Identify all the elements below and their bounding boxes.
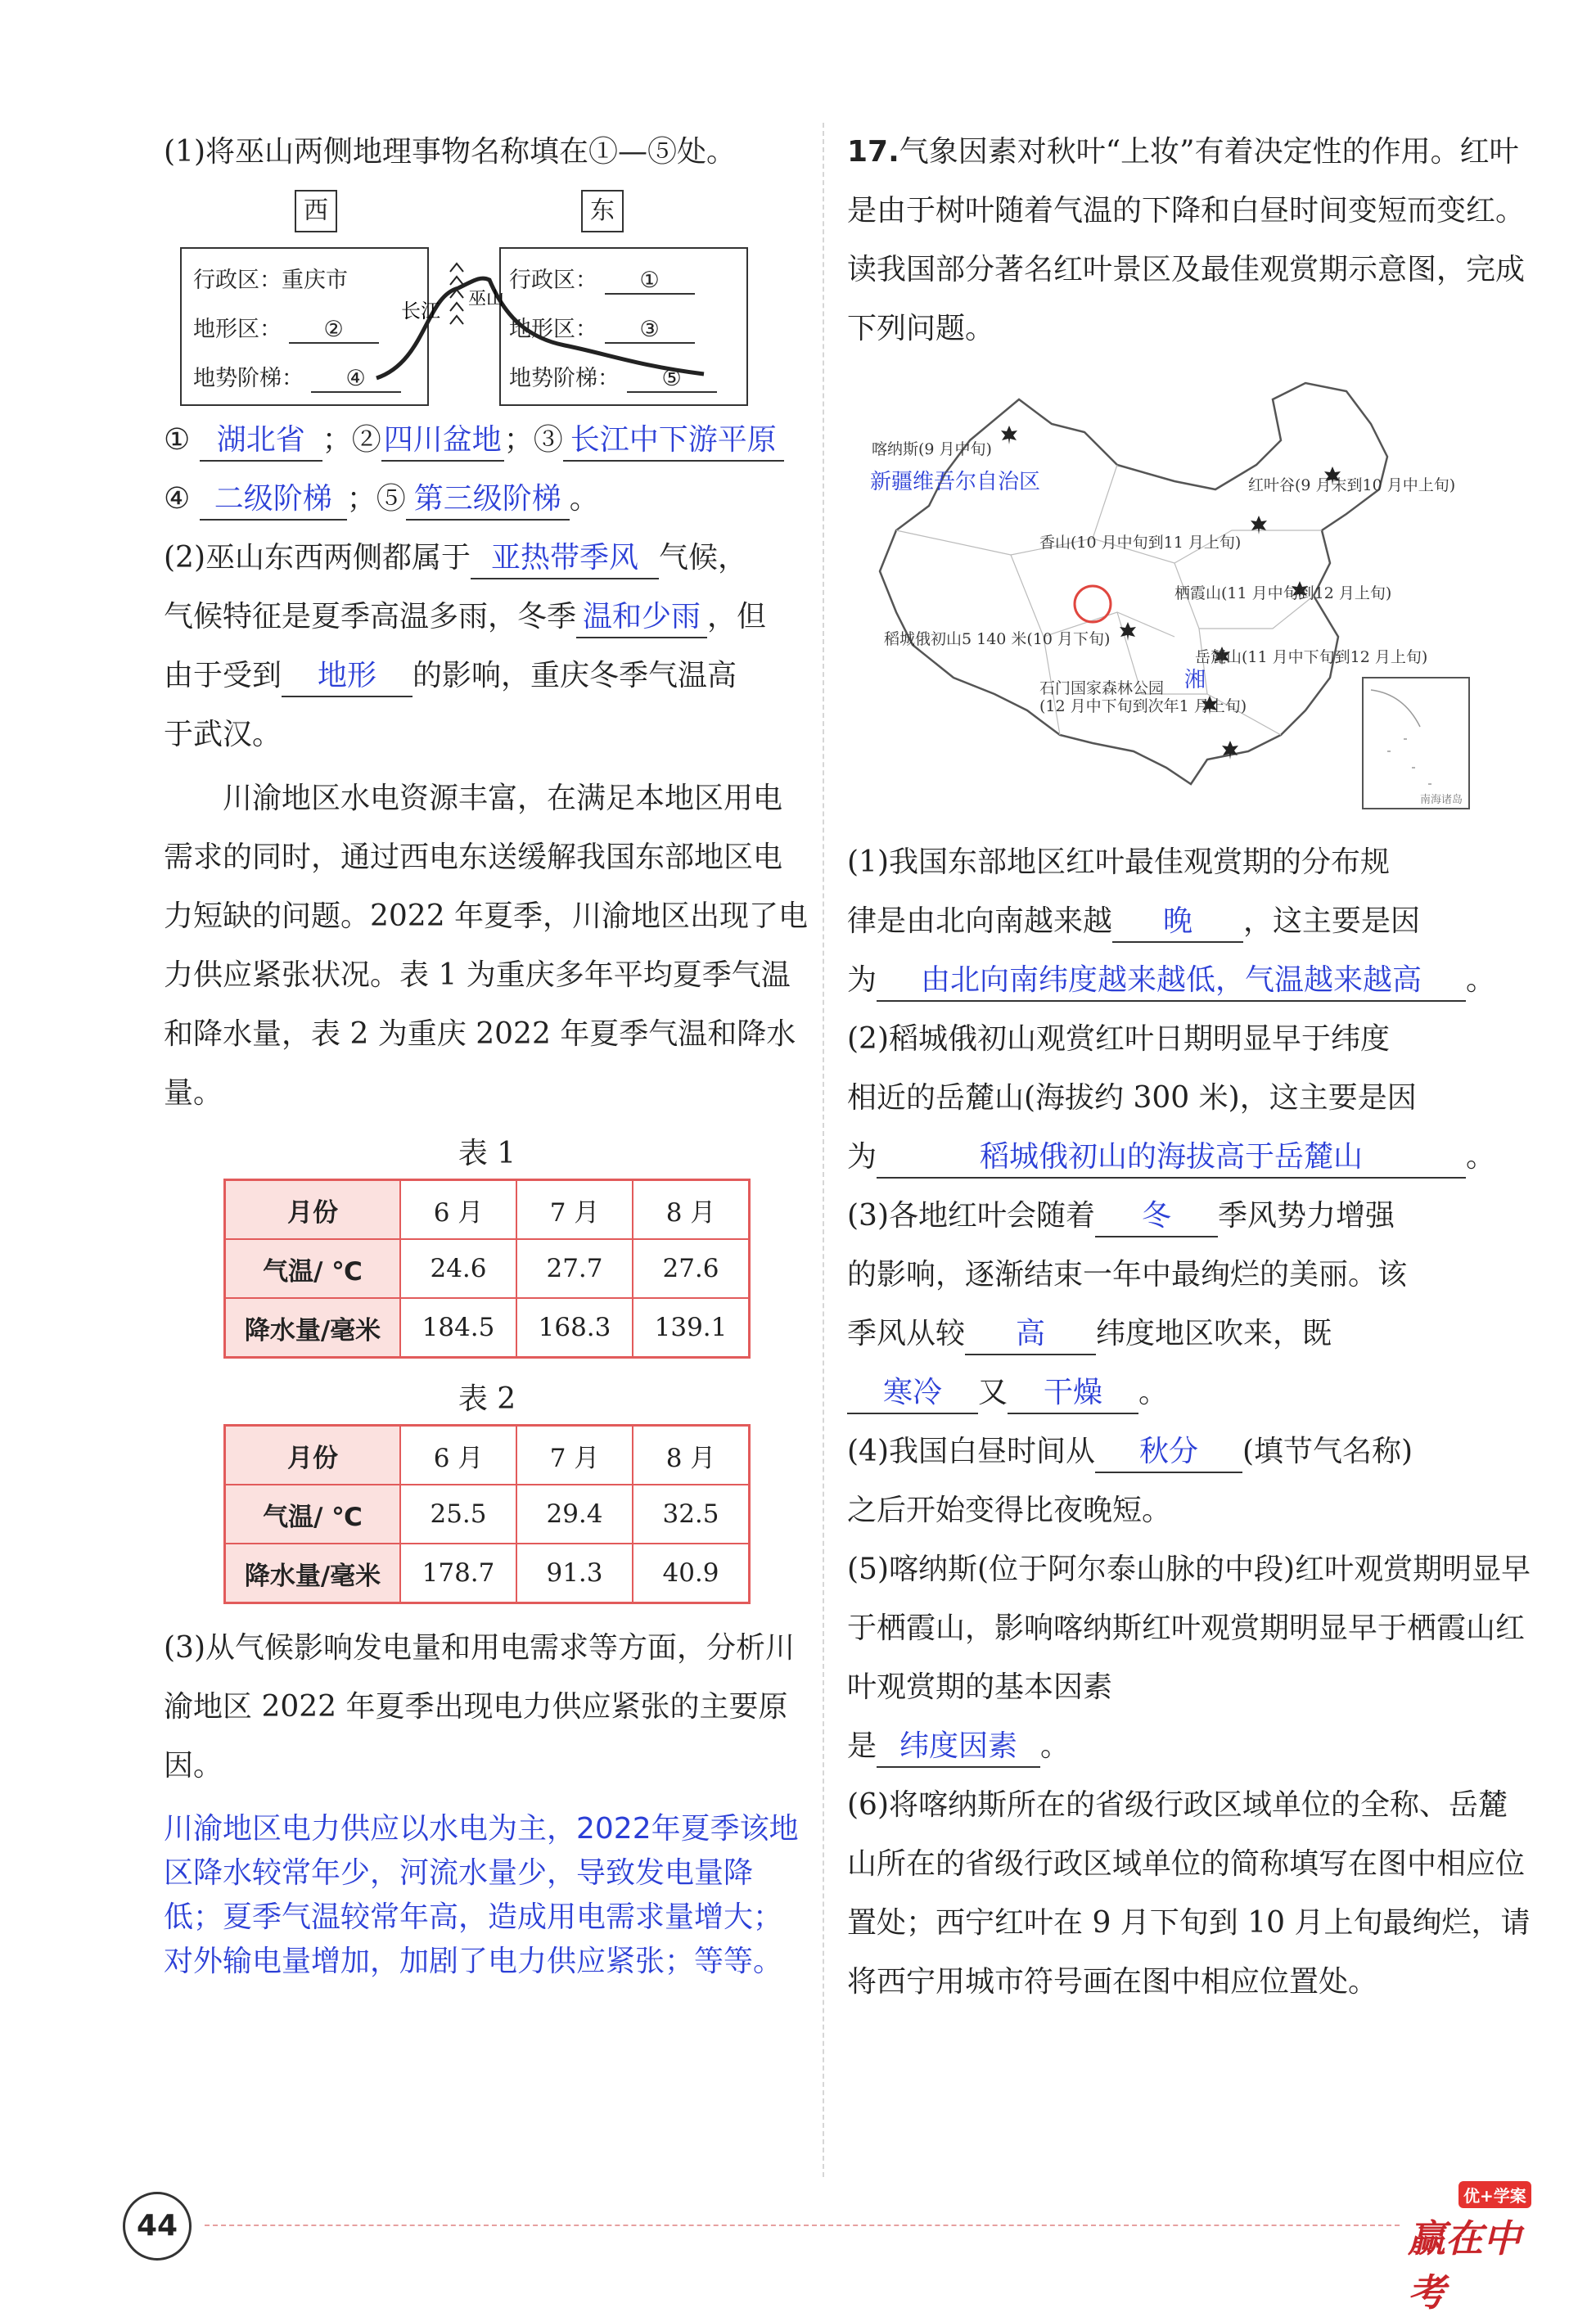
table2-title: 表 2 bbox=[458, 1382, 516, 1416]
sub5-blank-1[interactable]: 纬度因素 bbox=[877, 1727, 1040, 1768]
table1-header-cell: 6 月 bbox=[400, 1180, 516, 1240]
label-shimen: 石门国家森林公园 bbox=[1039, 679, 1165, 697]
table1-cell: 139.1 bbox=[633, 1298, 750, 1358]
east-blank-5: ⑤ bbox=[627, 367, 717, 393]
label-daocheng: 稻城俄初山5 140 米(10 月下旬) bbox=[884, 630, 1111, 648]
table2-cell: 32.5 bbox=[633, 1485, 750, 1544]
table1-header-cell: 月份 bbox=[225, 1180, 401, 1240]
sub2-blank-1[interactable]: 稻城俄初山的海拔高于岳麓山 bbox=[877, 1138, 1466, 1179]
sub3-blank-2[interactable]: 高 bbox=[965, 1314, 1096, 1355]
table2-header-cell: 8 月 bbox=[633, 1426, 750, 1485]
west-row-step: 地势阶梯： ④ bbox=[193, 360, 401, 393]
column-divider bbox=[823, 123, 824, 2177]
q3-answer[interactable]: 川渝地区电力供应以水电为主，2022年夏季该地区降水较常年少，河流水量少，导致发电量降低；夏季气温较常年高，造成用电需求量增大；对外输电量增加，加剧了电力供应紧张；等等。 bbox=[164, 1812, 799, 1978]
east-label: 东 bbox=[581, 190, 624, 232]
sub2-line2: 相近的岳麓山(海拔约 300 米)，这主要是因 bbox=[847, 1081, 1417, 1115]
table1-row-temperature bbox=[225, 1239, 750, 1298]
label-inset: 南海诸岛 bbox=[1420, 794, 1463, 806]
west-blank-4: ④ bbox=[311, 367, 401, 393]
passage: 川渝地区水电资源丰富，在满足本地区用电需求的同时，通过西电东送缓解我国东部地区电力短缺的问题。2022 年夏季，川渝地区出现了电力供应紧张状况。表 1 为重庆多年平均夏季气温和降水量，表 2 为重庆 2022 年夏季气温和降水量。 bbox=[164, 782, 809, 1110]
table1-row-precipitation bbox=[225, 1298, 750, 1358]
red-leaf-map bbox=[847, 367, 1486, 825]
east-row-admin: 行政区： ① bbox=[509, 262, 695, 295]
sub4-line1: (4)我国白昼时间从 秋分 (填节气名称) bbox=[847, 1422, 1535, 1481]
answer-blank-1[interactable]: 湖北省 bbox=[200, 421, 322, 462]
q3-prompt: (3)从气候影响发电量和用电需求等方面，分析川渝地区 2022 年夏季出现电力供应紧张的主要原因。 bbox=[164, 1631, 795, 1783]
table1-cell: 168.3 bbox=[516, 1298, 633, 1358]
label-yuelushan: 岳麓山(11 月中下旬到12 月上旬) bbox=[1195, 648, 1428, 666]
table2-cell: 29.4 bbox=[516, 1485, 633, 1544]
sub1-line1: (1)我国东部地区红叶最佳观赏期的分布规 bbox=[847, 845, 1390, 879]
q2-blank-winter[interactable]: 温和少雨 bbox=[576, 597, 707, 638]
table2-header-row bbox=[225, 1426, 750, 1485]
q17-number: 17. bbox=[847, 135, 899, 169]
table2-row-temperature bbox=[225, 1485, 750, 1544]
sub3-line2: 的影响，逐渐结束一年中最绚烂的美丽。该 bbox=[847, 1258, 1408, 1291]
table1-title: 表 1 bbox=[458, 1137, 516, 1170]
q1-answers-row2: ④ 二级阶梯 ；⑤ 第三级阶梯 。 bbox=[164, 470, 810, 529]
south-sea-inset bbox=[1363, 678, 1469, 809]
sub1-blank-2[interactable]: 由北向南纬度越来越低，气温越来越高 bbox=[877, 961, 1466, 1002]
table2-header-cell: 6 月 bbox=[400, 1426, 516, 1485]
logo-badge: 优+学案 bbox=[1458, 2181, 1531, 2208]
river-label-text: 长江 bbox=[401, 300, 440, 322]
table2-cell: 气温/ ℃ bbox=[225, 1485, 401, 1544]
logo-text: 赢在中考 bbox=[1408, 2216, 1521, 2315]
table2-header-cell: 月份 bbox=[225, 1426, 401, 1485]
red-leaf-icon bbox=[1248, 514, 1269, 535]
west-label: 西 bbox=[295, 190, 337, 232]
answer-blank-2[interactable]: 四川盆地 bbox=[381, 421, 504, 462]
q1-prompt: (1)将巫山两侧地理事物名称填在①—⑤处。 bbox=[164, 135, 736, 169]
west-row-landform: 地形区： ② bbox=[193, 311, 379, 344]
publisher-logo bbox=[1408, 2181, 1555, 2315]
table1-cell: 降水量/毫米 bbox=[225, 1298, 401, 1358]
sub5-line-end: 是 纬度因素 。 bbox=[847, 1717, 1535, 1776]
sub2-line1: (2)稻城俄初山观赏红叶日期明显早于纬度 bbox=[847, 1022, 1390, 1056]
hand-xinjiang[interactable]: 新疆维吾尔自治区 bbox=[870, 470, 1041, 494]
sub3-line4: 寒冷 又 干燥 。 bbox=[847, 1364, 1535, 1422]
sub1-blank-1[interactable]: 晚 bbox=[1112, 902, 1243, 943]
answer-blank-4[interactable]: 二级阶梯 bbox=[200, 480, 347, 521]
table2-cell: 40.9 bbox=[633, 1544, 750, 1603]
sub4-line2: 之后开始变得比夜晚短。 bbox=[847, 1494, 1172, 1527]
q2-line2: 气候特征是夏季高温多雨，冬季 温和少雨 ，但 bbox=[164, 588, 810, 647]
table1-cell: 气温/ ℃ bbox=[225, 1239, 401, 1298]
q2-blank-climate[interactable]: 亚热带季风 bbox=[471, 539, 659, 579]
wushan-diagram bbox=[180, 190, 802, 411]
q2-line1: (2)巫山东西两侧都属于 亚热带季风 气候， bbox=[164, 529, 810, 588]
terrain-profile-line bbox=[376, 278, 704, 378]
table1-cell: 24.6 bbox=[400, 1239, 516, 1298]
table1-header-cell: 8 月 bbox=[633, 1180, 750, 1240]
circle-mark bbox=[1075, 586, 1111, 622]
q1-answers-row1: ① 湖北省 ；②四川盆地；③ 长江中下游平原 bbox=[164, 411, 810, 470]
footer-rule bbox=[205, 2225, 1400, 2226]
sub1-line3: 为 由北向南纬度越来越低，气温越来越高 。 bbox=[847, 951, 1535, 1010]
table2-cell: 降水量/毫米 bbox=[225, 1544, 401, 1603]
red-leaf-icon bbox=[1220, 739, 1241, 760]
answer-blank-5[interactable]: 第三级阶梯 bbox=[406, 480, 570, 521]
east-blank-1: ① bbox=[605, 268, 695, 295]
left-column bbox=[164, 123, 810, 1984]
label-kanas: 喀纳斯(9 月中旬) bbox=[872, 440, 992, 458]
sub3-blank-3[interactable]: 寒冷 bbox=[847, 1373, 978, 1414]
mountain-hatch-icon bbox=[450, 264, 463, 324]
table1-header-row bbox=[225, 1180, 750, 1240]
west-blank-2: ② bbox=[289, 318, 379, 344]
red-leaf-icon bbox=[1117, 620, 1138, 642]
sub6-text: (6)将喀纳斯所在的省级行政区域单位的全称、岳麓山所在的省级行政区域单位的简称填写在图中相应位置处；西宁红叶在 9 月下旬到 10 月上旬最绚烂，请将西宁用城市符号画在图中相应位置处。 bbox=[847, 1788, 1531, 1999]
table1 bbox=[223, 1179, 751, 1359]
hand-xiang[interactable]: 湘 bbox=[1184, 668, 1206, 692]
q17-stem: 17.气象因素对秋叶“上妆”有着决定性的作用。红叶是由于树叶随着气温的下降和白昼时间变短而变红。读我国部分著名红叶景区及最佳观赏期示意图，完成下列问题。 bbox=[847, 135, 1526, 345]
sub5-text: (5)喀纳斯(位于阿尔泰山脉的中段)红叶观赏期明显早于栖霞山，影响喀纳斯红叶观赏期明显早于栖霞山红叶观赏期的基本因素 bbox=[847, 1553, 1531, 1704]
table1-header-cell: 7 月 bbox=[516, 1180, 633, 1240]
table1-cell: 27.6 bbox=[633, 1239, 750, 1298]
q2-line3: 由于受到 地形 的影响，重庆冬季气温高 bbox=[164, 647, 810, 705]
q2-line4: 于武汉。 bbox=[164, 718, 282, 751]
wushan-label-text: 巫山 bbox=[468, 289, 505, 309]
label-qixiashan: 栖霞山(11 月中旬到12 月上旬) bbox=[1174, 584, 1392, 602]
west-row-admin: 行政区：重庆市 bbox=[193, 268, 348, 293]
sub1-line2: 律是由北向南越来越 晚 ，这主要是因 bbox=[847, 892, 1535, 951]
right-column bbox=[847, 123, 1535, 2012]
table2-cell: 91.3 bbox=[516, 1544, 633, 1603]
sub4-blank-1[interactable]: 秋分 bbox=[1095, 1432, 1242, 1473]
profile-drawing bbox=[180, 190, 802, 411]
east-row-landform: 地形区： ③ bbox=[509, 311, 695, 344]
table2-row-precipitation bbox=[225, 1544, 750, 1603]
label-hongyegu: 红叶谷(9 月末到10 月中上旬) bbox=[1248, 476, 1456, 494]
table2-cell: 178.7 bbox=[400, 1544, 516, 1603]
table2-header-cell: 7 月 bbox=[516, 1426, 633, 1485]
sub3-blank-1[interactable]: 冬 bbox=[1095, 1197, 1218, 1237]
table2-cell: 25.5 bbox=[400, 1485, 516, 1544]
sub3-line1: (3)各地红叶会随着 冬 季风势力增强 bbox=[847, 1187, 1535, 1246]
page-number: 44 bbox=[123, 2192, 192, 2261]
sub3-blank-4[interactable]: 干燥 bbox=[1008, 1373, 1138, 1414]
answer-blank-3[interactable]: 长江中下游平原 bbox=[563, 421, 784, 462]
sub3-line3: 季风从较 高 纬度地区吹来，既 bbox=[847, 1305, 1535, 1364]
sub2-line3: 为 稻城俄初山的海拔高于岳麓山 。 bbox=[847, 1128, 1535, 1187]
east-row-step: 地势阶梯： ⑤ bbox=[509, 360, 717, 393]
table1-cell: 27.7 bbox=[516, 1239, 633, 1298]
east-blank-3: ③ bbox=[605, 318, 695, 344]
label-xiangshan: 香山(10 月中旬到11 月上旬) bbox=[1039, 534, 1242, 552]
red-leaf-icon bbox=[999, 424, 1020, 445]
table1-cell: 184.5 bbox=[400, 1298, 516, 1358]
q2-blank-factor[interactable]: 地形 bbox=[282, 656, 413, 697]
label-shimen-period: (12 月中下旬到次年1 月上旬) bbox=[1039, 697, 1247, 715]
table2 bbox=[223, 1424, 751, 1604]
